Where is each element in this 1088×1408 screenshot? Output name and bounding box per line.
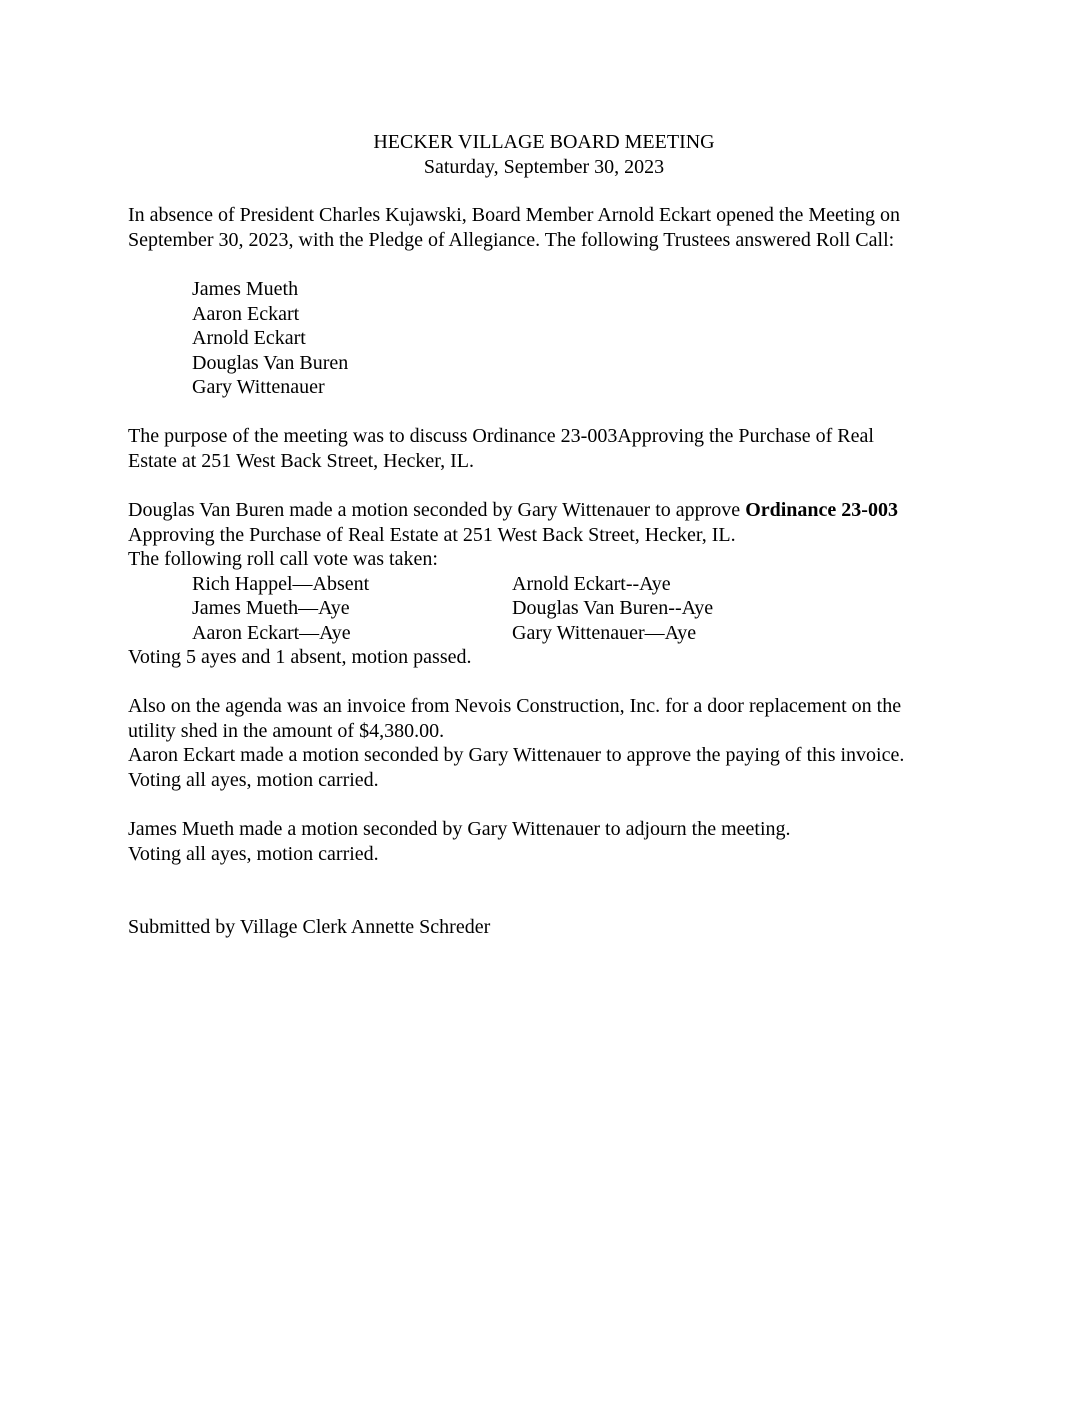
motion-line	[128, 498, 968, 523]
vote-row	[128, 572, 968, 597]
trustee-name: Douglas Van Buren	[192, 351, 349, 374]
purpose-paragraph	[128, 424, 968, 473]
adjourn-result: Voting all ayes, motion carried.	[128, 842, 379, 865]
purpose-line: The purpose of the meeting was to discuss Ordinance 23-003Approving the Purchase of Real	[128, 425, 874, 447]
ordinance-motion	[128, 498, 968, 670]
adjourn-line: James Mueth made a motion seconded by Gary Wittenauer to adjourn the meeting.	[128, 818, 791, 840]
opening-line: In absence of President Charles Kujawski, Board Member Arnold Eckart opened the Meeting on	[128, 204, 901, 226]
page-title: HECKER VILLAGE BOARD MEETING	[373, 131, 715, 153]
adjourn-paragraph	[128, 817, 968, 866]
invoice-paragraph	[128, 694, 968, 792]
motion-text: Douglas Van Buren made a motion seconded by Gary Wittenauer to approve	[128, 499, 746, 521]
roll-call-vote-intro: The following roll call vote was taken:	[128, 548, 438, 570]
vote-entry: Gary Wittenauer—Aye	[512, 621, 697, 644]
opening-paragraph	[128, 203, 968, 252]
opening-line: September 30, 2023, with the Pledge of Allegiance. The following Trustees answered Roll Call:	[128, 228, 895, 251]
vote-entry: Douglas Van Buren--Aye	[512, 597, 714, 619]
vote-entry: Rich Happel—Absent	[192, 572, 370, 595]
purpose-line: Estate at 251 West Back Street, Hecker, IL.	[128, 449, 474, 472]
invoice-line: Aaron Eckart made a motion seconded by Gary Wittenauer to approve the paying of this invoice.	[128, 744, 905, 766]
invoice-line: utility shed in the amount of $4,380.00.	[128, 719, 445, 742]
vote-row	[128, 621, 968, 646]
ordinance-number: Ordinance 23-003	[745, 499, 898, 521]
trustee-name: James Mueth	[192, 278, 299, 300]
submitted-by: Submitted by Village Clerk Annette Schreder	[128, 916, 491, 938]
trustee-name: Gary Wittenauer	[192, 376, 325, 398]
footer	[128, 915, 968, 940]
trustee-name: Aaron Eckart	[192, 302, 300, 325]
invoice-result: Voting all ayes, motion carried.	[128, 768, 379, 791]
vote-result: Voting 5 ayes and 1 absent, motion passed.	[128, 646, 472, 668]
vote-entry: James Mueth—Aye	[192, 597, 350, 619]
vote-row	[128, 596, 968, 621]
header	[0, 130, 1088, 179]
vote-entry: Arnold Eckart--Aye	[512, 572, 671, 595]
meeting-date: Saturday, September 30, 2023	[423, 155, 665, 178]
vote-entry: Aaron Eckart—Aye	[192, 621, 351, 644]
trustee-name: Arnold Eckart	[192, 327, 306, 349]
invoice-line: Also on the agenda was an invoice from Nevois Construction, Inc. for a door replacement on the	[128, 695, 902, 717]
motion-line: Approving the Purchase of Real Estate at 251 West Back Street, Hecker, IL.	[128, 523, 736, 546]
roll-call-list	[128, 277, 968, 400]
